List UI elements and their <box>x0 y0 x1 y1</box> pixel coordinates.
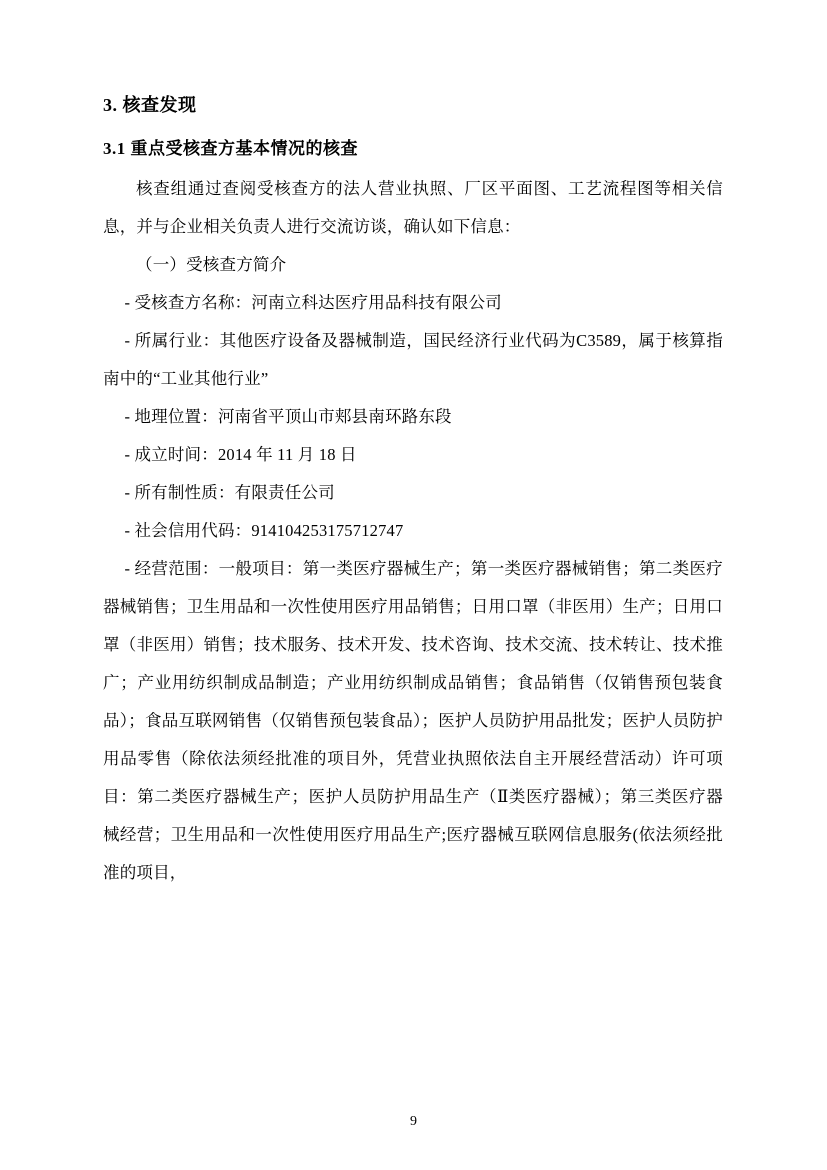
page-content <box>103 88 723 892</box>
list-item: - 受核查方名称：河南立科达医疗用品科技有限公司 <box>124 293 502 312</box>
list-item: - 经营范围：一般项目：第一类医疗器械生产；第一类医疗器械销售；第二类医疗器械销售；卫生用品和一次性使用医疗用品销售；日用口罩（非医用）生产；日用口罩（非医用）销售；技术服务、技术开发、技术咨询、技术交流、技术转让、技术推广；产业用纺织制成品制造；产业用纺织制成品销售；食品销售（仅销售预包装食品）；食品互联网销售（仅销售预包装食品）；医护人员防护用品批发；医护人员防护用品零售（除依法须经批准的项目外，凭营业执照依法自主开展经营活动）许可项目：第二类医疗器械生产；医护人员防护用品生产（Ⅱ类医疗器械）；第三类医疗器械经营；卫生用品和一次性使用医疗用品生产;医疗器械互联网信息服务(依法须经批准的项目， <box>103 559 723 882</box>
list-item: - 地理位置：河南省平顶山市郏县南环路东段 <box>124 407 452 426</box>
page-top-rule <box>103 40 724 41</box>
list-item: - 所属行业：其他医疗设备及器械制造，国民经济行业代码为C3589，属于核算指南中的“工业其他行业” <box>103 331 723 388</box>
list-item: - 成立时间：2014 年 11 月 18 日 <box>124 445 357 464</box>
subsection-heading: 3.1 重点受核查方基本情况的核查 <box>103 139 358 158</box>
list-heading: （一）受核查方简介 <box>136 255 287 274</box>
list-item: - 社会信用代码：914104253175712747 <box>124 521 404 540</box>
intro-paragraph: 核查组通过查阅受核查方的法人营业执照、厂区平面图、工艺流程图等相关信息，并与企业相关负责人进行交流访谈，确认如下信息： <box>103 179 723 236</box>
list-item: - 所有制性质：有限责任公司 <box>124 483 335 502</box>
page-number: 9 <box>410 1114 417 1129</box>
section-heading: 3. 核查发现 <box>103 95 197 115</box>
